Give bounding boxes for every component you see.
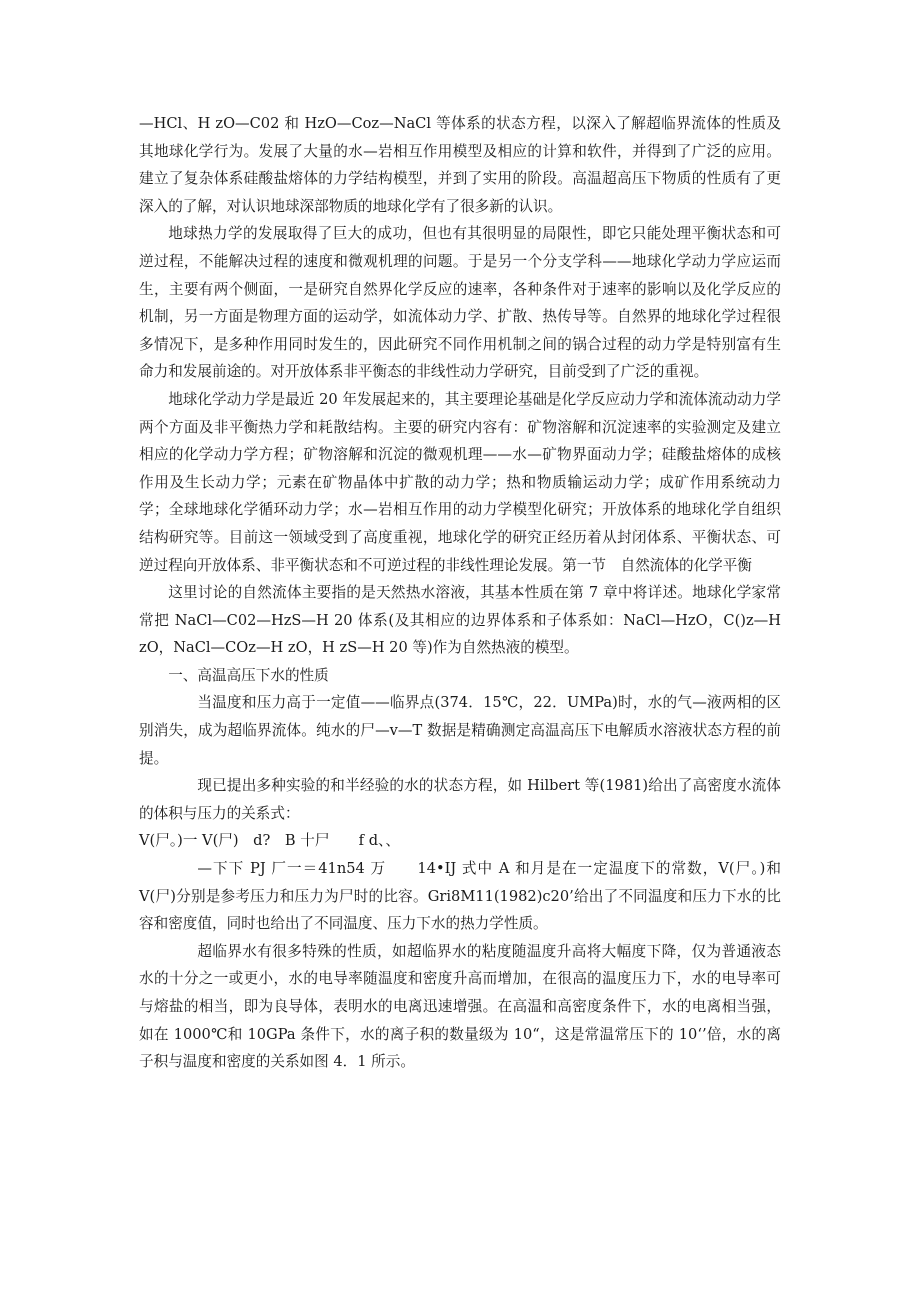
- paragraph-natural-fluids: 这里讨论的自然流体主要指的是天然热水溶液，其基本性质在第 7 章中将详述。地球化学家常常把 NaCl—C02—HzS—H 20 体系(及其相应的边界体系和子体系如：NaCl—HzO，C()z—H zO，NaCl—COz—H zO，H zS—H 20 等)作为自然热液的模型。: [139, 584, 781, 657]
- paragraph-supercritical-water: 超临界水有很多特殊的性质，如超临界水的粘度随温度升高将大幅度下降，仅为普通液态水的十分之一或更小，水的电导率随温度和密度升高而增加，在很高的温度压力下，水的电导率可与熔盐的相当，即为良导体，表明水的电离迅速增强。在高温和高密度条件下，水的电离相当强，如在 1000℃和 10GPa 条件下，水的离子积的数量级为 10“，这是常温常压下的 10‘’倍，水的离子积与温度和密度的关系如图 4．1 所示。: [139, 942, 781, 1071]
- document-page: [139, 110, 781, 1076]
- formula-line: V(尸。)一 V(尸) d? B 十尸 f d、、: [139, 832, 400, 850]
- section-heading-water-properties: 一、高温高压下水的性质: [168, 666, 329, 684]
- paragraph-geochemical-kinetics: 地球化学动力学是最近 20 年发展起来的，其主要理论基础是化学反应动力学和流体流动动力学两个方面及非平衡热力学和耗散结构。主要的研究内容有：矿物溶解和沉淀速率的实验测定及建立相应的化学动力学方程；矿物溶解和沉淀的微观机理——水—矿物界面动力学；硅酸盐熔体的成核作用及生长动力学；元素在矿物晶体中扩散的动力学；热和物质输运动力学；成矿作用系统动力学；全球地球化学循环动力学；水—岩相互作用的动力学模型化研究；开放体系的地球化学自组织结构研究等。目前这一领域受到了高度重视，地球化学的研究正经历着从封闭体系、平衡状态、可逆过程向开放体系、非平衡状态和不可逆过程的非线性理论发展。第一节 自然流体的化学平衡: [139, 390, 781, 574]
- paragraph-equation-of-state: 现已提出多种实验的和半经验的水的状态方程，如 Hilbert 等(1981)给出了高密度水流体的体积与压力的关系式：: [139, 777, 781, 822]
- paragraph-eos-continuation: —HCl、H zO—C02 和 HzO—Coz—NaCl 等体系的状态方程，以深入了解超临界流体的性质及其地球化学行为。发展了大量的水—岩相互作用模型及相应的计算和软件，并得到了广泛的应用。建立了复杂体系硅酸盐熔体的力学结构模型，并到了实用的阶段。高温超高压下物质的性质有了更深入的了解，对认识地球深部物质的地球化学有了很多新的认识。: [139, 115, 781, 215]
- paragraph-thermodynamics-limits: 地球热力学的发展取得了巨大的成功，但也有其很明显的局限性，即它只能处理平衡状态和可逆过程，不能解决过程的速度和微观机理的问题。于是另一个分支学科——地球化学动力学应运而生，主要有两个侧面，一是研究自然界化学反应的速率，各种条件对于速率的影响以及化学反应的机制，另一方面是物理方面的运动学，如流体动力学、扩散、热传导等。自然界的地球化学过程很多情况下，是多种作用同时发生的，因此研究不同作用机制之间的锅合过程的动力学是特别富有生命力和发展前途的。对开放体系非平衡态的非线性动力学研究，目前受到了广泛的重视。: [139, 225, 781, 381]
- paragraph-critical-point: 当温度和压力高于一定值——临界点(374．15℃，22．UMPa)时，水的气—液两相的区别消失，成为超临界流体。纯水的尸—v—T 数据是精确测定高温高压下电解质水溶液状态方程的前提。: [139, 694, 781, 767]
- paragraph-formula-explanation: —下下 PJ 厂一＝41n54 万 14•IJ 式中 A 和月是在一定温度下的常数，V(尸。)和 V(尸)分别是参考压力和压力为尸时的比容。Gri8M11(1982)c20’给出了不同温度和压力下水的比容和密度值，同时也给出了不同温度、压力下水的热力学性质。: [139, 860, 781, 933]
